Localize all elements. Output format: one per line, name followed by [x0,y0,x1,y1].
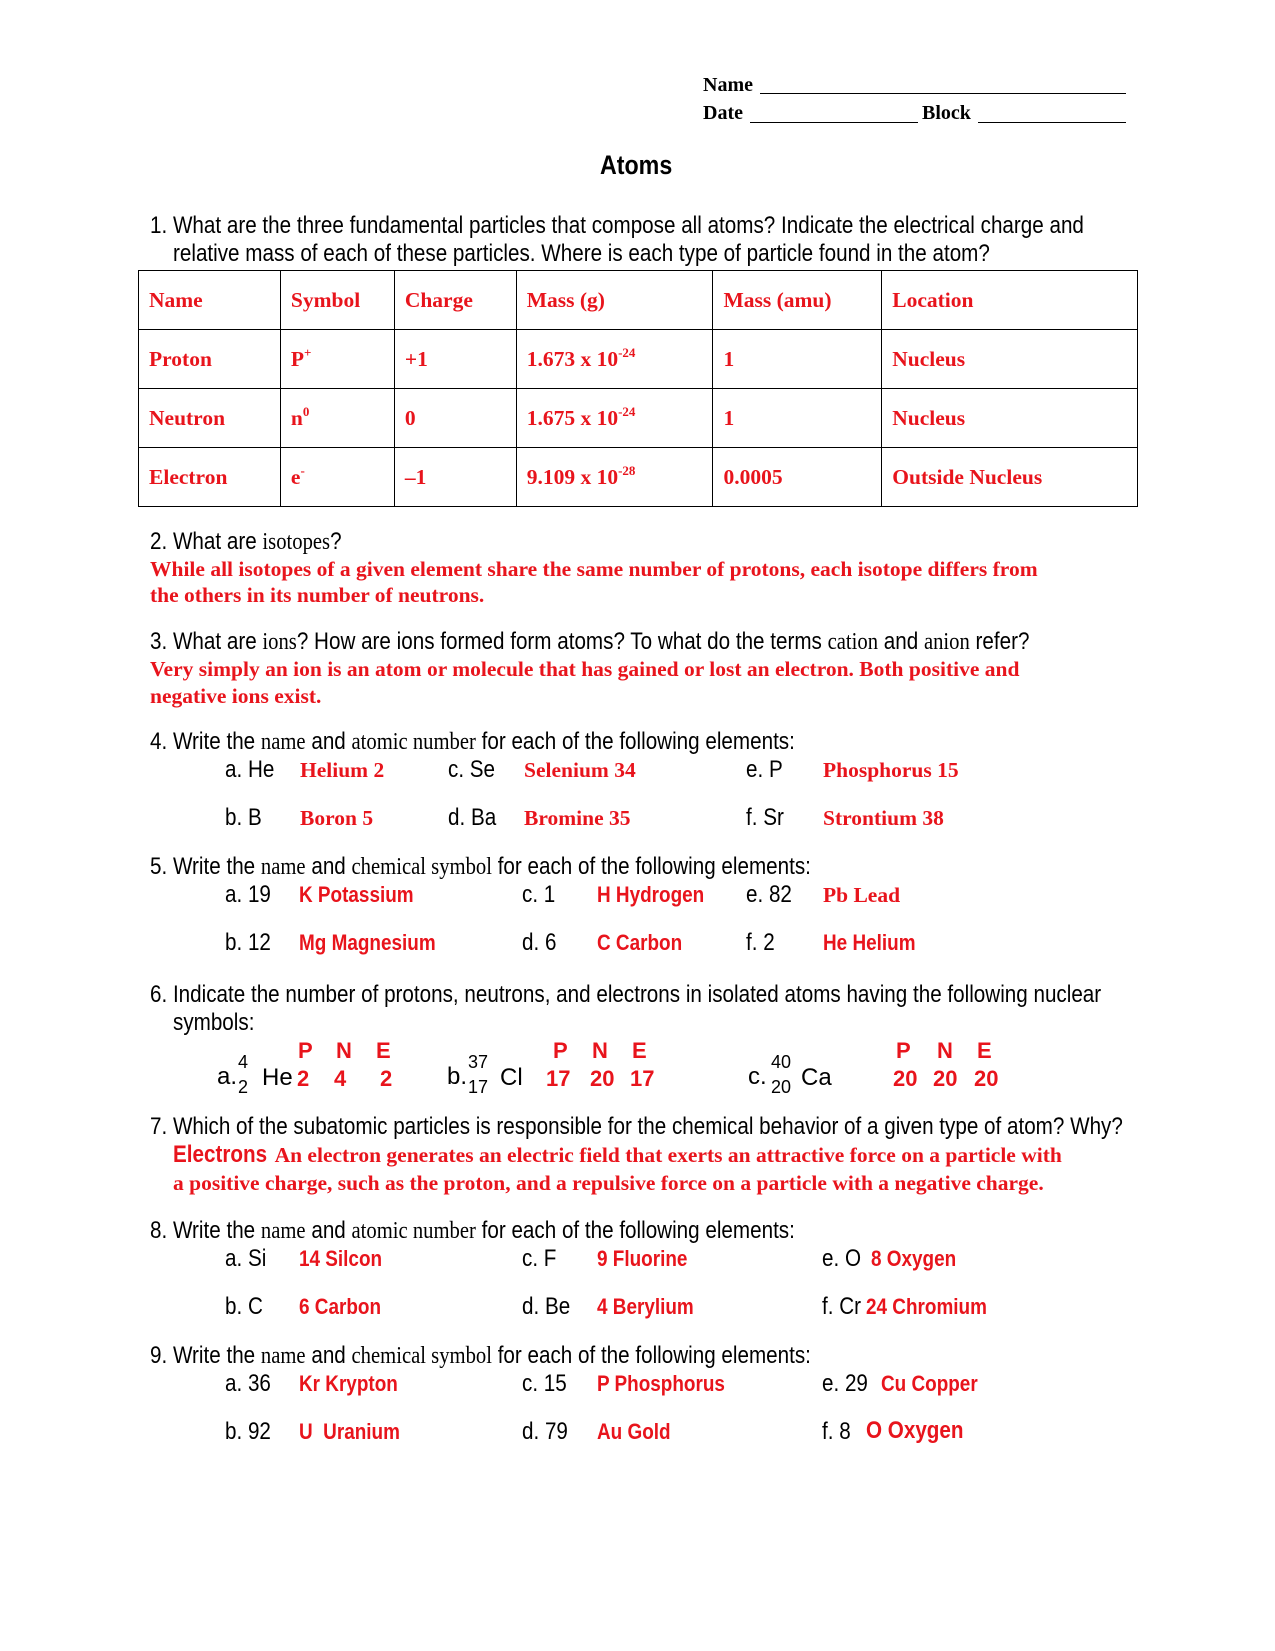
q8-label: f. Cr [822,1293,861,1320]
pne-header: P [896,1038,911,1063]
q5-answer: C Carbon [597,930,683,955]
q4-answer: Phosphorus 15 [823,758,959,782]
atomic-number: 17 [468,1077,489,1097]
q9-label: c. 15 [522,1370,567,1397]
q8-label: c. F [522,1245,557,1272]
name-label: Name [703,74,753,96]
mass-number: 40 [771,1052,792,1072]
table-cell: P+ [280,330,394,389]
name-field[interactable] [760,93,1126,94]
table-cell: e- [280,448,394,507]
table-cell: Proton [139,330,281,389]
q2-answer-line1: While all isotopes of a given element share the same number of protons, each isotope differs from [150,557,1038,581]
q1-line1: 1. What are the three fundamental particles that compose all atoms? Indicate the electrical charge and [150,212,1084,239]
q4-answer: Selenium 34 [524,758,636,782]
q6-label: a. [217,1063,238,1090]
pne-header: E [632,1038,647,1063]
table-cell: Nucleus [882,330,1138,389]
pne-header: P [298,1038,313,1063]
q5-answer: Pb Lead [823,883,901,907]
date-field[interactable] [750,122,918,123]
protons-value: 17 [546,1066,571,1091]
table-cell: 1 [713,330,882,389]
table-cell: +1 [394,330,516,389]
pne-header: N [937,1038,953,1063]
protons-value: 20 [893,1066,918,1091]
q4-label: d. Ba [448,804,497,831]
q9-label: d. 79 [522,1418,568,1445]
q9-label: e. 29 [822,1370,868,1397]
pne-header: N [336,1038,352,1063]
q3-answer-line1: Very simply an ion is an atom or molecule that has gained or lost an electron. Both positive and [150,657,1020,681]
table-header-row [139,271,1138,330]
q4-answer: Boron 5 [300,806,374,830]
q5-answer: H Hydrogen [597,882,705,907]
date-label: Date [703,102,743,124]
neutrons-value: 20 [590,1066,615,1091]
q7-answer-line1: Electrons An electron generates an electric field that exerts an attractive force on a particle with [173,1141,1062,1168]
q9-label: f. 8 [822,1418,851,1445]
table-row [139,389,1138,448]
q9-answer: Cu Copper [881,1371,978,1396]
block-label: Block [922,102,971,124]
table-header-cell: Charge [394,271,516,330]
atomic-number: 20 [771,1077,792,1097]
q9-label: b. 92 [225,1418,271,1445]
table-header-cell: Symbol [280,271,394,330]
q5-answer: He Helium [823,930,916,955]
q9-answer: P Phosphorus [597,1371,725,1396]
q8-label: e. O [822,1245,862,1272]
table-cell: 1.675 x $10^{-24}$ [516,389,713,448]
q5-label: e. 82 [746,881,792,908]
element-symbol: Ca [801,1064,832,1091]
table-header-cell: Mass (g) [516,271,713,330]
neutrons-value: 4 [334,1066,347,1091]
table-cell: Outside Nucleus [882,448,1138,507]
table-row [139,448,1138,507]
q4-label: b. B [225,804,262,831]
pne-header: E [376,1038,391,1063]
protons-value: 2 [297,1066,310,1091]
table-header-cell: Mass (amu) [713,271,882,330]
q6-line1: 6. Indicate the number of protons, neutrons, and electrons in isolated atoms having the following nuclear [150,981,1102,1008]
q7-answer-line2: a positive charge, such as the proton, and a repulsive force on a particle with a negative charge. [173,1171,1044,1195]
q5-label: f. 2 [746,929,775,956]
table-header-cell: Name [139,271,281,330]
electrons-value: 17 [630,1066,655,1091]
block-field[interactable] [978,122,1126,123]
q9-answer: O Oxygen [866,1417,964,1444]
q6-label: c. [748,1063,767,1090]
pne-header: P [553,1038,568,1063]
q8-label: a. Si [225,1245,267,1272]
q7-question: 7. Which of the subatomic particles is responsible for the chemical behavior of a given type of atom? Why? [150,1113,1123,1140]
q6-line2: symbols: [173,1009,255,1036]
electrons-value: 20 [974,1066,999,1091]
q3-answer-line2: negative ions exist. [150,684,322,708]
q5-answer: K Potassium [299,882,414,907]
q8-answer: 4 Berylium [597,1294,694,1319]
page-title: Atoms [600,150,673,180]
q8-answer: 8 Oxygen [871,1246,957,1271]
table-cell: 1 [713,389,882,448]
element-symbol: He [262,1064,293,1091]
q9-answer: U Uranium [299,1419,400,1444]
q4-label: c. Se [448,756,496,783]
mass-number: 37 [468,1052,489,1072]
q4-label: f. Sr [746,804,784,831]
table-row [139,330,1138,389]
q8-answer: 6 Carbon [299,1294,382,1319]
neutrons-value: 20 [933,1066,958,1091]
q4-label: e. P [746,756,783,783]
q8-answer: 14 Silcon [299,1246,383,1271]
element-symbol: Cl [500,1064,523,1091]
table-cell: 1.673 x $10^{-24}$ [516,330,713,389]
q5-answer: Mg Magnesium [299,930,436,955]
table-cell: –1 [394,448,516,507]
q9-label: a. 36 [225,1370,271,1397]
table-cell: 9.109 x $10^{-28}$ [516,448,713,507]
q4-answer: Helium 2 [300,758,385,782]
q8-label: b. C [225,1293,263,1320]
pne-header: N [592,1038,608,1063]
q9-answer: Au Gold [597,1419,671,1444]
q5-label: a. 19 [225,881,271,908]
q3-question: 3. What are ions? How are ions formed form atoms? To what do the terms cation and anion refer? [150,628,1030,655]
q8-label: d. Be [522,1293,571,1320]
q2-answer-line2: the others in its number of neutrons. [150,583,485,607]
q4-question: 4. Write the name and atomic number for each of the following elements: [150,728,795,755]
electrons-value: 2 [380,1066,393,1091]
mass-number: 4 [238,1052,249,1072]
table-cell: $n^0$ [280,389,394,448]
table-cell: Neutron [139,389,281,448]
q4-answer: Bromine 35 [524,806,631,830]
q2-question: 2. What are isotopes? [150,528,342,555]
pne-header: E [977,1038,992,1063]
q8-answer: 9 Fluorine [597,1246,688,1271]
atomic-number: 2 [238,1077,249,1097]
q4-label: a. He [225,756,275,783]
q4-answer: Strontium 38 [823,806,944,830]
table-cell: 0 [394,389,516,448]
table-cell: Nucleus [882,389,1138,448]
q8-answer: 24 Chromium [866,1294,987,1319]
q5-label: d. 6 [522,929,557,956]
q6-label: b. [447,1063,468,1090]
q5-label: c. 1 [522,881,556,908]
table-cell: Electron [139,448,281,507]
table-header-cell: Location [882,271,1138,330]
particles-table [138,270,1138,507]
q5-question: 5. Write the name and chemical symbol for each of the following elements: [150,853,811,880]
table-cell: 0.0005 [713,448,882,507]
q8-question: 8. Write the name and atomic number for each of the following elements: [150,1217,795,1244]
q5-label: b. 12 [225,929,271,956]
q9-question: 9. Write the name and chemical symbol for each of the following elements: [150,1342,811,1369]
q1-line2: relative mass of each of these particles. Where is each type of particle found in the atom? [173,240,990,267]
q9-answer: Kr Krypton [299,1371,398,1396]
